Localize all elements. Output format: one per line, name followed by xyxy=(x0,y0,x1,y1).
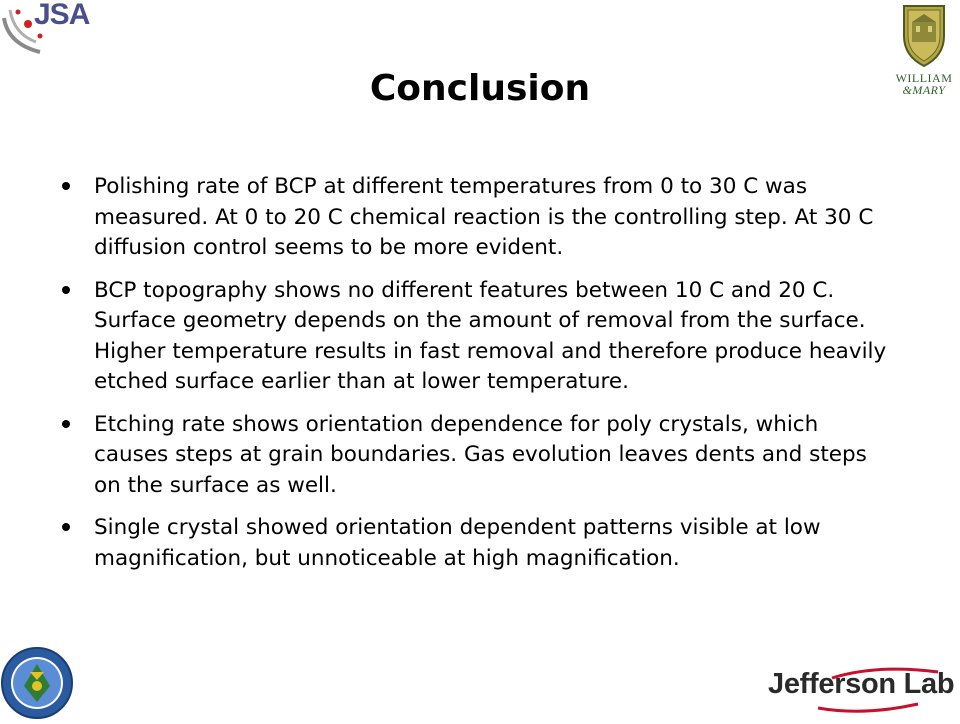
bullet-dot-icon xyxy=(62,182,70,190)
bullet-text: BCP topography shows no different features between 10 C and 20 C. Surface geometry depends on the amount of removal from the surface. Higher temperature results in fast removal and therefore produce heavily etched surface earlier than at lower temperature. xyxy=(94,277,887,394)
jefferson-lab-text: Jefferson Lab xyxy=(768,668,955,700)
william-mary-text-line1: WILLIAM xyxy=(895,71,953,85)
bullet-dot-icon xyxy=(62,523,70,531)
doe-seal-logo xyxy=(0,646,74,720)
bullet-dot-icon xyxy=(62,420,70,428)
bullet-list xyxy=(62,172,892,586)
william-mary-text-line2: &MARY xyxy=(902,83,946,97)
bullet-item xyxy=(62,172,892,264)
bullet-item xyxy=(62,513,892,574)
bullet-dot-icon xyxy=(62,286,70,294)
bullet-item xyxy=(62,410,892,502)
jsa-logo xyxy=(0,0,110,60)
doe-seal-icon xyxy=(0,646,74,720)
jsa-logo-text: JSA xyxy=(34,0,90,31)
jefferson-lab-logo xyxy=(768,662,960,720)
bullet-text: Single crystal showed orientation dependent patterns visible at low magnification, but unnoticeable at high magnification. xyxy=(94,515,821,571)
william-mary-crest-icon xyxy=(888,0,960,70)
bullet-text: Polishing rate of BCP at different temperatures from 0 to 30 C was measured. At 0 to 20 C chemical reaction is the controlling step. At 30 C diffusion control seems to be more evident. xyxy=(94,174,874,260)
slide-title: Conclusion xyxy=(369,68,591,109)
bullet-item xyxy=(62,276,892,398)
bullet-text: Etching rate shows orientation dependence for poly crystals, which causes steps at grain boundaries. Gas evolution leaves dents and steps on the surface as well. xyxy=(94,411,867,498)
